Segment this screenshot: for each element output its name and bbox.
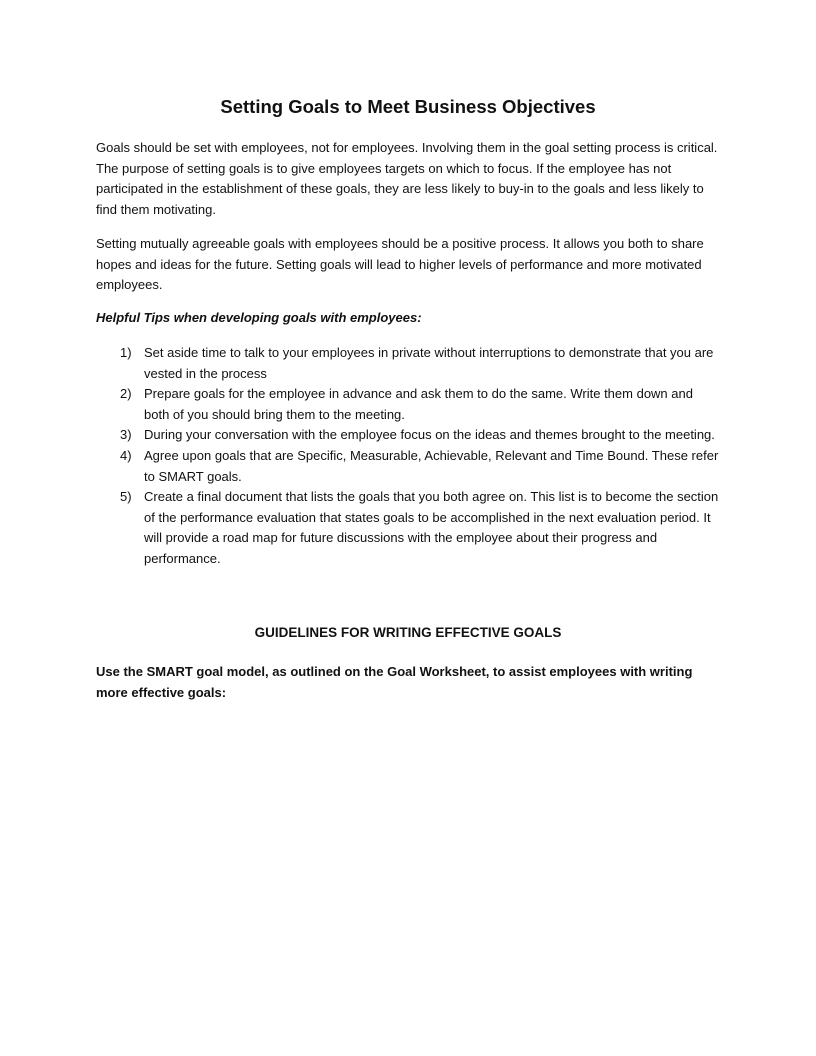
tips-heading: Helpful Tips when developing goals with employees: bbox=[96, 310, 422, 325]
list-item-number: 2) bbox=[120, 386, 132, 402]
list-item bbox=[96, 384, 720, 425]
list-item-text: Create a final document that lists the goals that you both agree on. This list is to become the section of the performance evaluation that states goals to be accomplished in the next evaluation period. It will provide a road map for future discussions with the employee about their progress and performance. bbox=[144, 489, 719, 566]
list-item-number: 3) bbox=[120, 427, 132, 443]
list-item bbox=[96, 425, 720, 446]
list-item-number: 4) bbox=[120, 447, 132, 463]
smart-intro-paragraph: Use the SMART goal model, as outlined on the Goal Worksheet, to assist employees with writing more effective goals: bbox=[96, 664, 693, 700]
mutual-goals-paragraph: Setting mutually agreeable goals with employees should be a positive process. It allows you both to share hopes and ideas for the future. Setting goals will lead to higher levels of performance and more motivated employees. bbox=[96, 236, 704, 293]
list-item bbox=[96, 487, 720, 569]
list-item-text: During your conversation with the employee focus on the ideas and themes brought to the meeting. bbox=[144, 427, 715, 443]
list-item-text: Agree upon goals that are Specific, Measurable, Achievable, Relevant and Time Bound. These refer to SMART goals. bbox=[144, 447, 719, 484]
list-item-number: 5) bbox=[120, 489, 132, 505]
list-item-number: 1) bbox=[120, 345, 132, 360]
intro-paragraph: Goals should be set with employees, not for employees. Involving them in the goal setting process is critical. The purpose of setting goals is to give employees targets on which to focus. If the employee has not participated in the establishment of these goals, they are less likely to buy-in to the goals and less likely to find them motivating. bbox=[96, 140, 718, 217]
section-heading: GUIDELINES FOR WRITING EFFECTIVE GOALS bbox=[254, 625, 562, 640]
list-item bbox=[96, 446, 720, 487]
tips-list bbox=[96, 343, 720, 570]
list-item-text: Set aside time to talk to your employees in private without interruptions to demonstrate that you are vested in the process bbox=[144, 345, 714, 381]
list-item bbox=[96, 343, 720, 384]
page-title: Setting Goals to Meet Business Objectives bbox=[220, 96, 596, 117]
list-item-text: Prepare goals for the employee in advance and ask them to do the same. Write them down and both of you should bring them to the meeting. bbox=[144, 386, 693, 422]
